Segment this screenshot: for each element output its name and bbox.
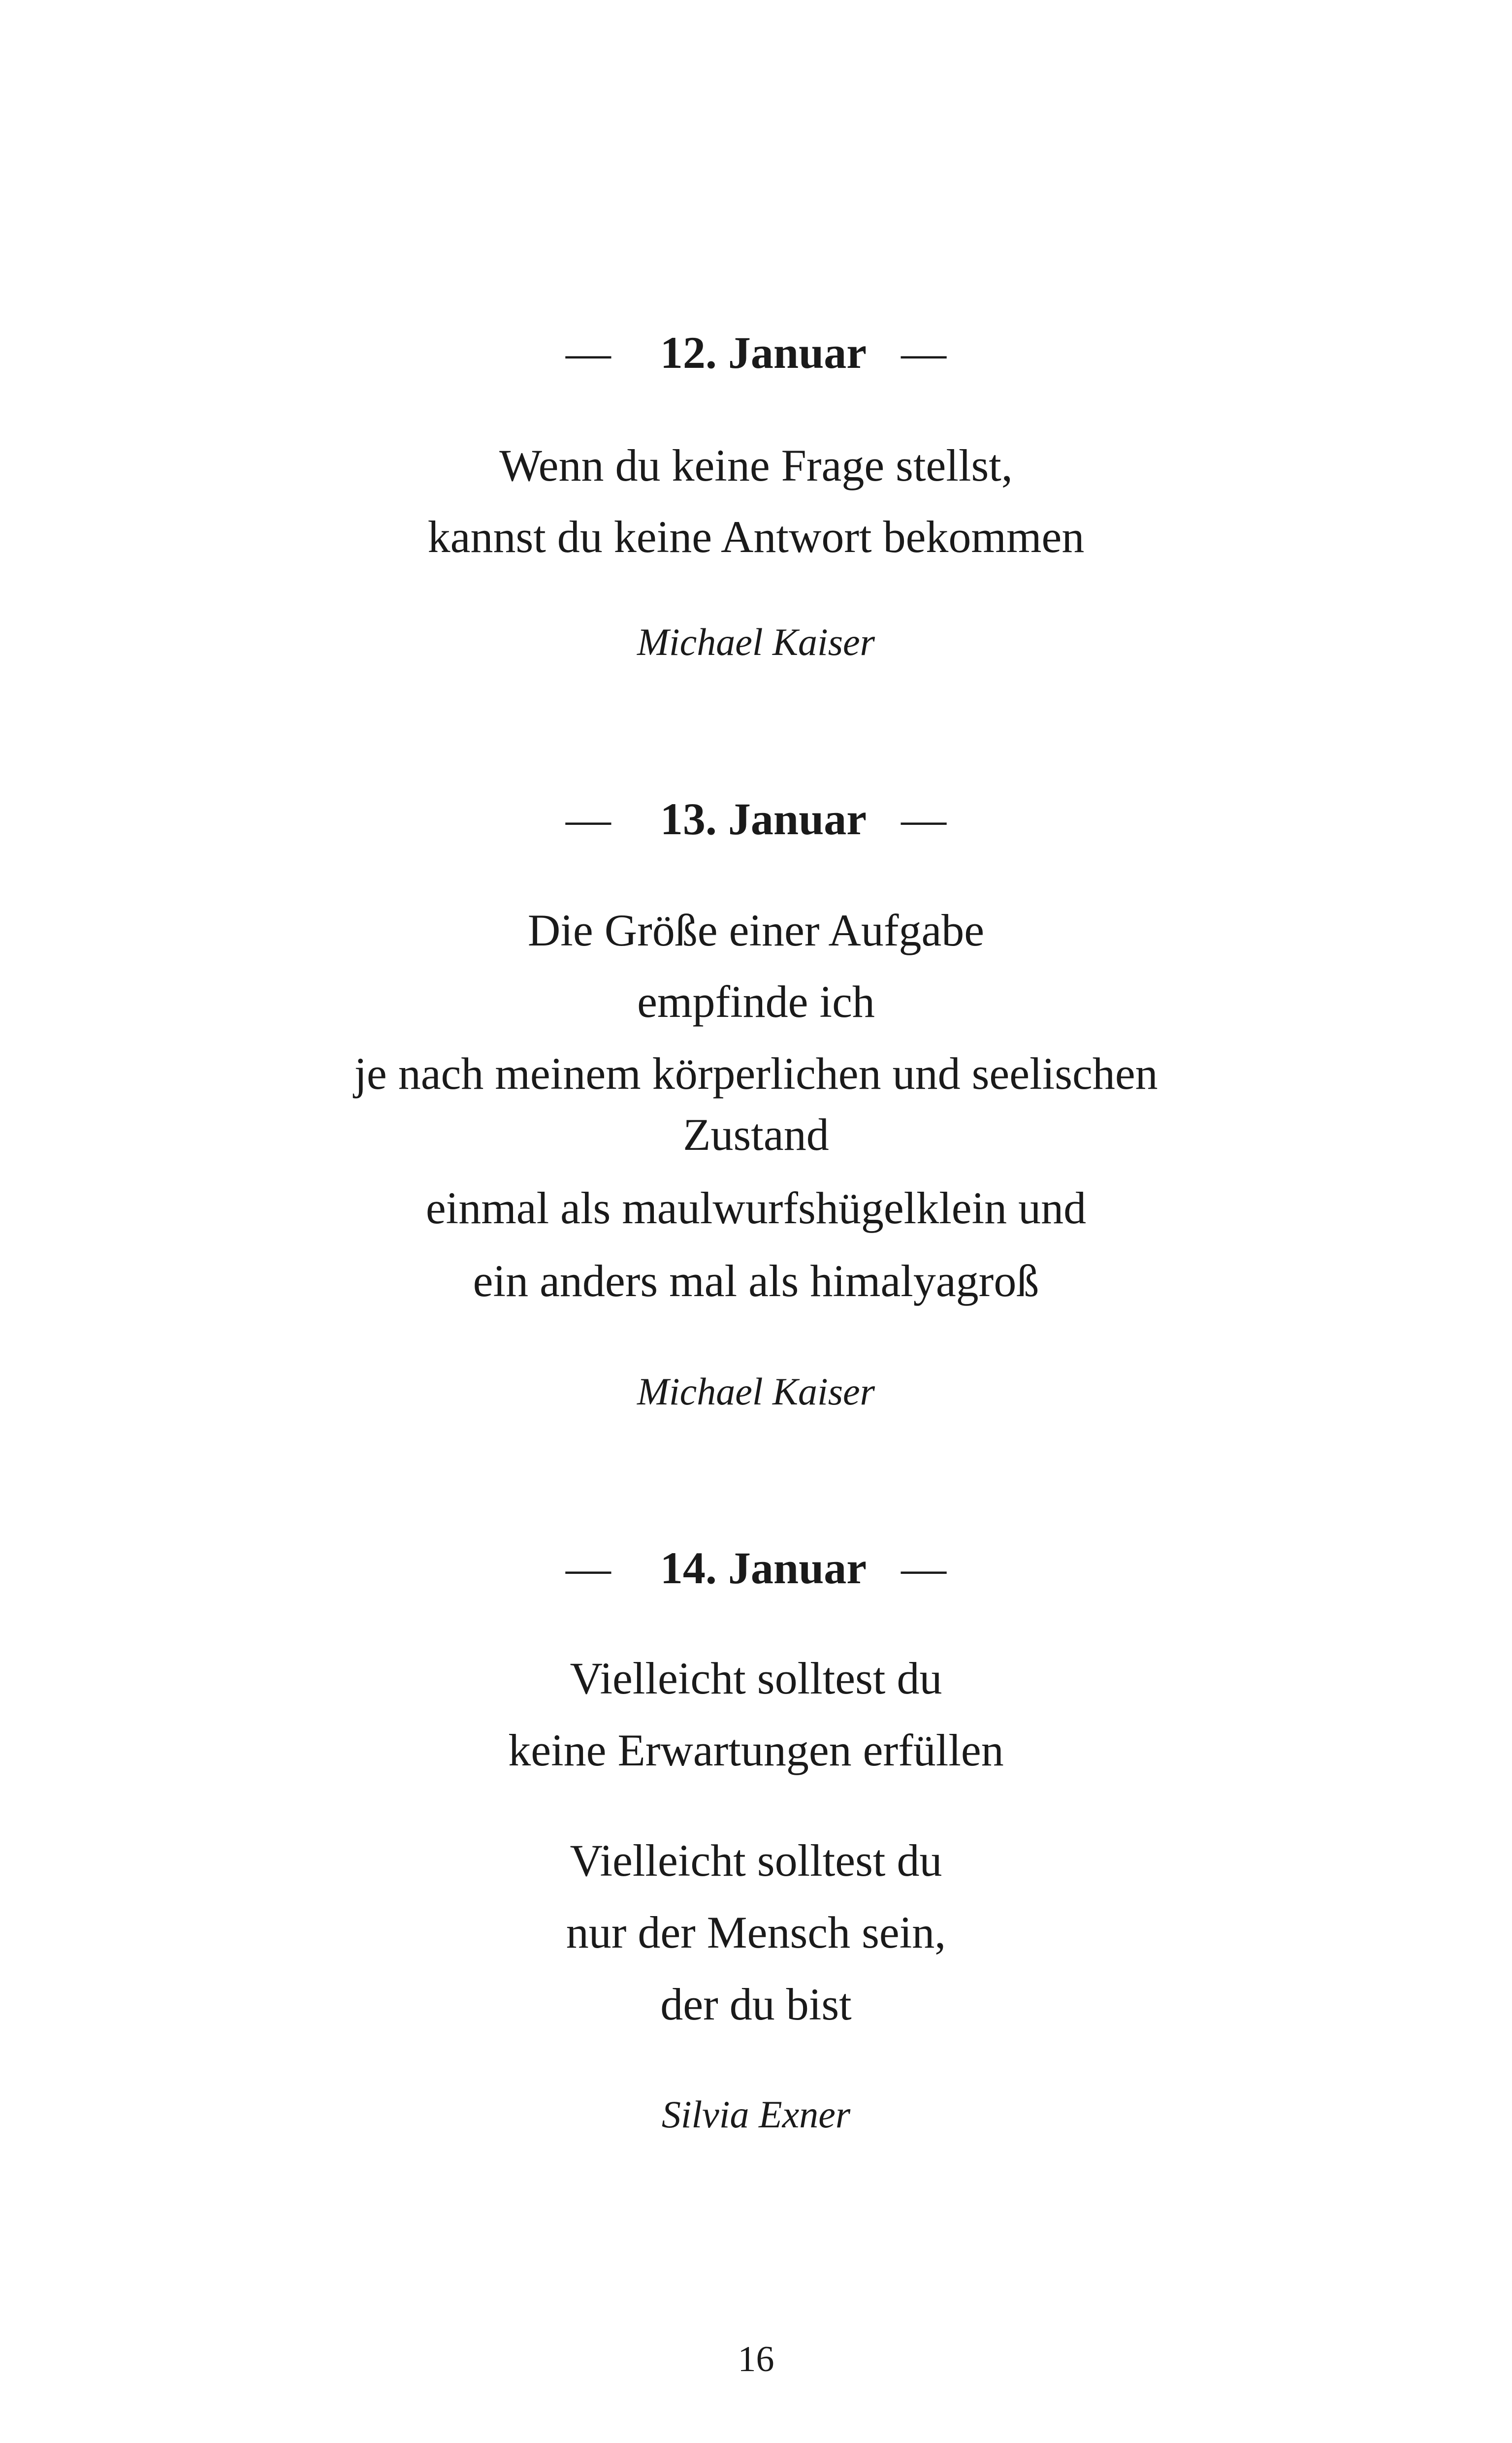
quote-line: Die Größe einer Aufgabe xyxy=(527,905,985,955)
date-label: 13. Januar xyxy=(660,794,867,844)
quote-author: Michael Kaiser xyxy=(637,620,875,663)
quote-author: Silvia Exner xyxy=(661,2093,851,2136)
quote-line: ein anders mal als himalyagroß xyxy=(473,1256,1039,1306)
quote-line: keine Erwartungen erfüllen xyxy=(508,1725,1004,1775)
heading-dash-left: — xyxy=(565,327,611,378)
heading-dash-left: — xyxy=(565,1543,611,1593)
quote-line: der du bist xyxy=(660,1979,852,2029)
quote-line: Wenn du keine Frage stellst, xyxy=(499,440,1013,490)
date-heading-12-januar xyxy=(0,323,1512,382)
date-heading-14-januar xyxy=(0,1538,1512,1597)
date-heading-13-januar xyxy=(0,789,1512,848)
date-label: 12. Januar xyxy=(660,327,867,378)
heading-dash-left: — xyxy=(565,794,611,844)
heading-dash-right: — xyxy=(901,794,947,844)
quote-line: nur der Mensch sein, xyxy=(566,1907,946,1957)
heading-dash-right: — xyxy=(901,327,947,378)
quote-line: einmal als maulwurfshügelklein und xyxy=(425,1183,1087,1233)
quote-author: Michael Kaiser xyxy=(637,1370,875,1413)
quote-line: kannst du keine Antwort bekommen xyxy=(427,512,1085,562)
heading-dash-right: — xyxy=(901,1543,947,1593)
date-label: 14. Januar xyxy=(660,1543,867,1593)
quote-line: Zustand xyxy=(683,1109,829,1160)
quote-line: Vielleicht solltest du xyxy=(570,1653,942,1703)
quote-line: je nach meinem körperlichen und seelischen xyxy=(354,1048,1158,1099)
page-number: 16 xyxy=(738,2339,774,2379)
quote-line: Vielleicht solltest du xyxy=(570,1835,942,1886)
quote-line: empfinde ich xyxy=(637,977,875,1027)
